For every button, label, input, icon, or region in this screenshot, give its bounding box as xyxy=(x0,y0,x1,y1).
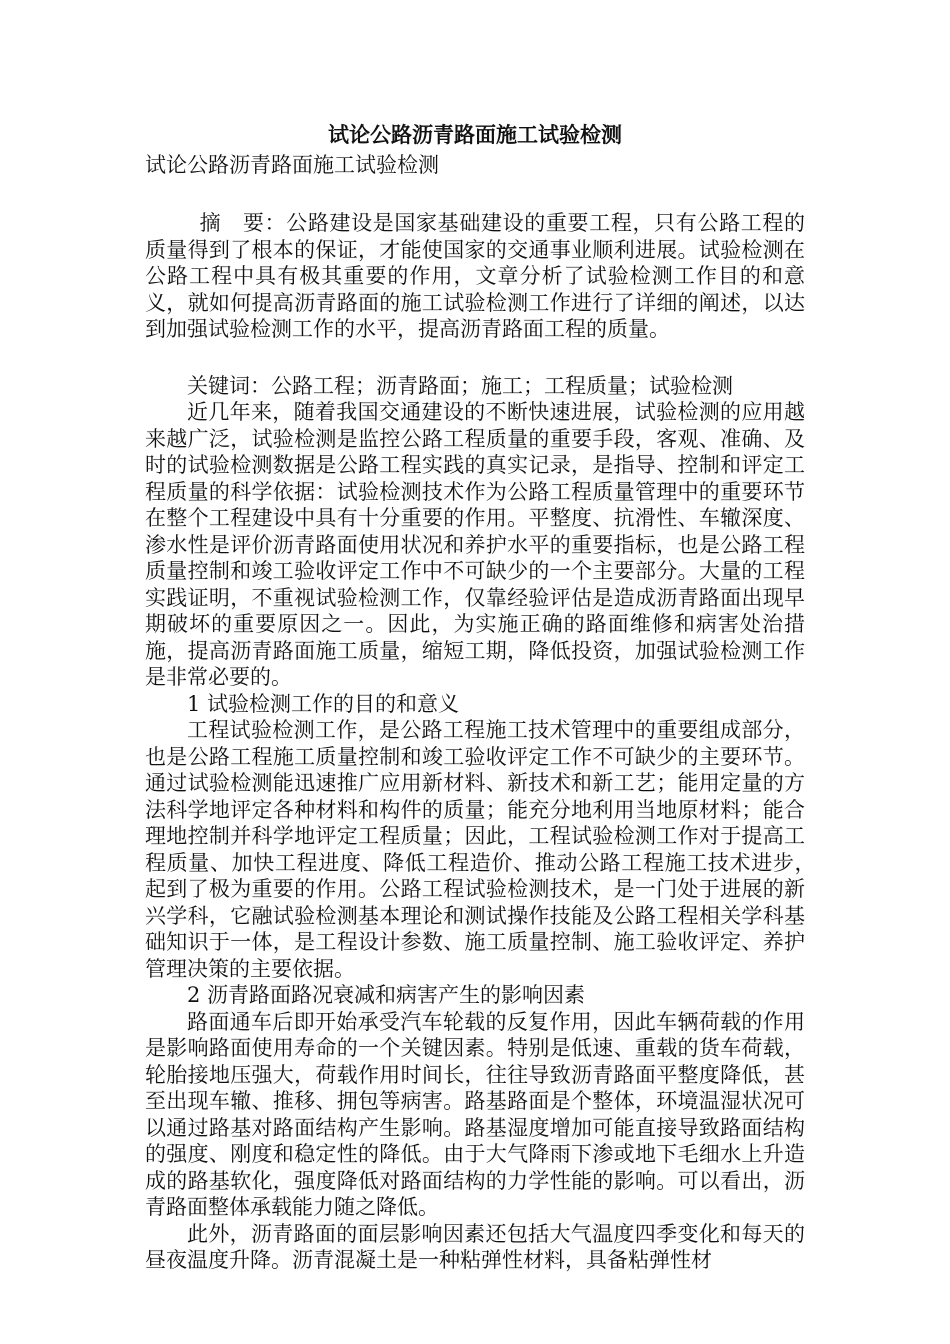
document-subtitle: 试论公路沥青路面施工试验检测 xyxy=(145,153,439,177)
section-2-paragraph-2: 此外，沥青路面的面层影响因素还包括大气温度四季变化和每天的昼夜温度升降。沥青混凝土是一种粘弹性材料，具备粘弹性材 xyxy=(145,1221,805,1272)
section-1-paragraph: 工程试验检测工作，是公路工程施工技术管理中的重要组成部分，也是公路工程施工质量控制和竣工验收评定工作不可缺少的主要环节。通过试验检测能迅速推广应用新材料、新技术和新工艺；能用定量的方法科学地评定各种材料和构件的质量；能充分地利用当地原材料；能合理地控制并科学地评定工程质量；因此，工程试验检测工作对于提高工程质量、加快工程进度、降低工程造价、推动公路工程施工技术进步， 起到了极为重要的作用。公路工程试验检测技术，是一门处于进展的新兴学科，它融试验检测基本理论和测试操作技能及公路工程相关学科基础知识于一体，是工程设计参数、施工质量控制、施工验收评定、养护管理决策的主要依据。 xyxy=(145,718,826,981)
intro-paragraph: 近几年来，随着我国交通建设的不断快速进展，试验检测的应用越来越广泛，试验检测是监控公路工程质量的重要手段，客观、准确、及时的试验检测数据是公路工程实践的真实记录，是指导、控制和评定工程质量的科学依据：试验检测技术作为公路工程质量管理中的重要环节在整个工程建设中具有十分重要的作用。平整度、抗滑性、车辙深度、渗水性是评价沥青路面使用状况和养护水平的重要指标，也是公路工程质量控制和竣工验收评定工作中不可缺少的一个主要部分。大量的工程实践证明，不重视试验检测工作，仅靠经验评估是造成沥青路面出现早期破坏的重要原因之一。因此，为实施正确的路面维修和病害处治措施，提高沥青路面施工质量，缩短工期，降低投资，加强试验检测工作是非常必要的。 xyxy=(145,400,805,689)
section-2-paragraph-1: 路面通车后即开始承受汽车轮载的反复作用，因此车辆荷载的作用是影响路面使用寿命的一个关键因素。特别是低速、重载的货车荷载，轮胎接地压强大，荷载作用时间长，往往导致沥青路面平整度降低，甚至出现车辙、推移、拥包等病害。路基路面是个整体，环境温湿状况可以通过路基对路面结构产生影响。路基湿度增加可能直接导致路面结构的强度、刚度和稳定性的降低。由于大气降雨下渗或地下毛细水上升造成的路基软化，强度降低对路面结构的力学性能的影响。可以看出，沥青路面整体承载能力随之降低。 xyxy=(145,1009,805,1219)
section-1-heading: 1 试验检测工作的目的和意义 xyxy=(187,691,460,716)
keywords-line: 关键词：公路工程；沥青路面；施工；工程质量；试验检测 xyxy=(187,373,733,398)
document-title: 试论公路沥青路面施工试验检测 xyxy=(328,122,622,147)
blank-line xyxy=(145,343,805,373)
document-page xyxy=(145,120,826,1274)
blank-line xyxy=(145,180,805,210)
abstract-paragraph: 摘 要：公路建设是国家基础建设的重要工程，只有公路工程的质量得到了根本的保证，才能使国家的交通事业顺利进展。试验检测在公路工程中具有极其重要的作用，文章分析了试验检测工作目的和意义，就如何提高沥青路面的施工试验检测工作进行了详细的阐述，以达到加强试验检测工作的水平，提高沥青路面工程的质量。 xyxy=(145,211,805,341)
section-2-heading: 2 沥青路面路况衰减和病害产生的影响因素 xyxy=(187,983,586,1007)
